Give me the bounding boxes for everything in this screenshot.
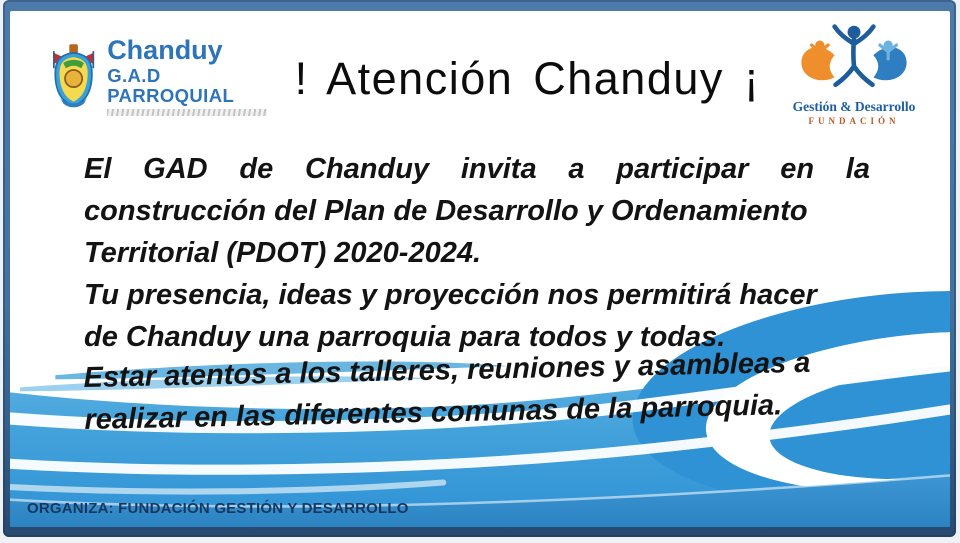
body-line: construcción del Plan de Desarrollo y Ordenamiento — [84, 195, 808, 227]
body-line: Estar atentos a los talleres, reuniones y asambleas a — [83, 346, 811, 395]
body-paragraph-3 — [83, 341, 871, 441]
foundation-logo — [780, 23, 928, 126]
body-line: El GAD de Chanduy invita a participar en la — [84, 153, 870, 185]
foundation-logo-subtitle: FUNDACIÓN — [808, 116, 900, 126]
body-line: de Chanduy una parroquia para todos y todas. — [84, 321, 726, 353]
gad-chanduy-logo — [47, 31, 272, 121]
gad-logo-title: Chanduy — [107, 34, 223, 65]
organizer-label: ORGANIZA: FUNDACIÓN GESTIÓN Y DESARROLLO — [27, 500, 409, 517]
foundation-logo-title: Gestión & Desarrollo — [792, 99, 916, 114]
body-line: Territorial (PDOT) 2020-2024. — [84, 237, 482, 269]
page-title: ! Atención Chanduy ¡ — [294, 53, 761, 104]
body-text — [84, 148, 870, 358]
body-line: Tu presencia, ideas y proyección nos permitirá hacer — [84, 279, 817, 311]
body-paragraph-1 — [84, 148, 870, 274]
chanduy-coat-of-arms-icon — [47, 38, 100, 114]
slide-canvas — [10, 11, 950, 527]
logo-pattern-strip — [107, 109, 267, 116]
foundation-people-icon — [794, 23, 914, 93]
gad-logo-subtitle: G.A.D PARROQUIAL — [107, 65, 235, 106]
body-line: realizar en las diferentes comunas de la parroquia. — [84, 389, 783, 436]
